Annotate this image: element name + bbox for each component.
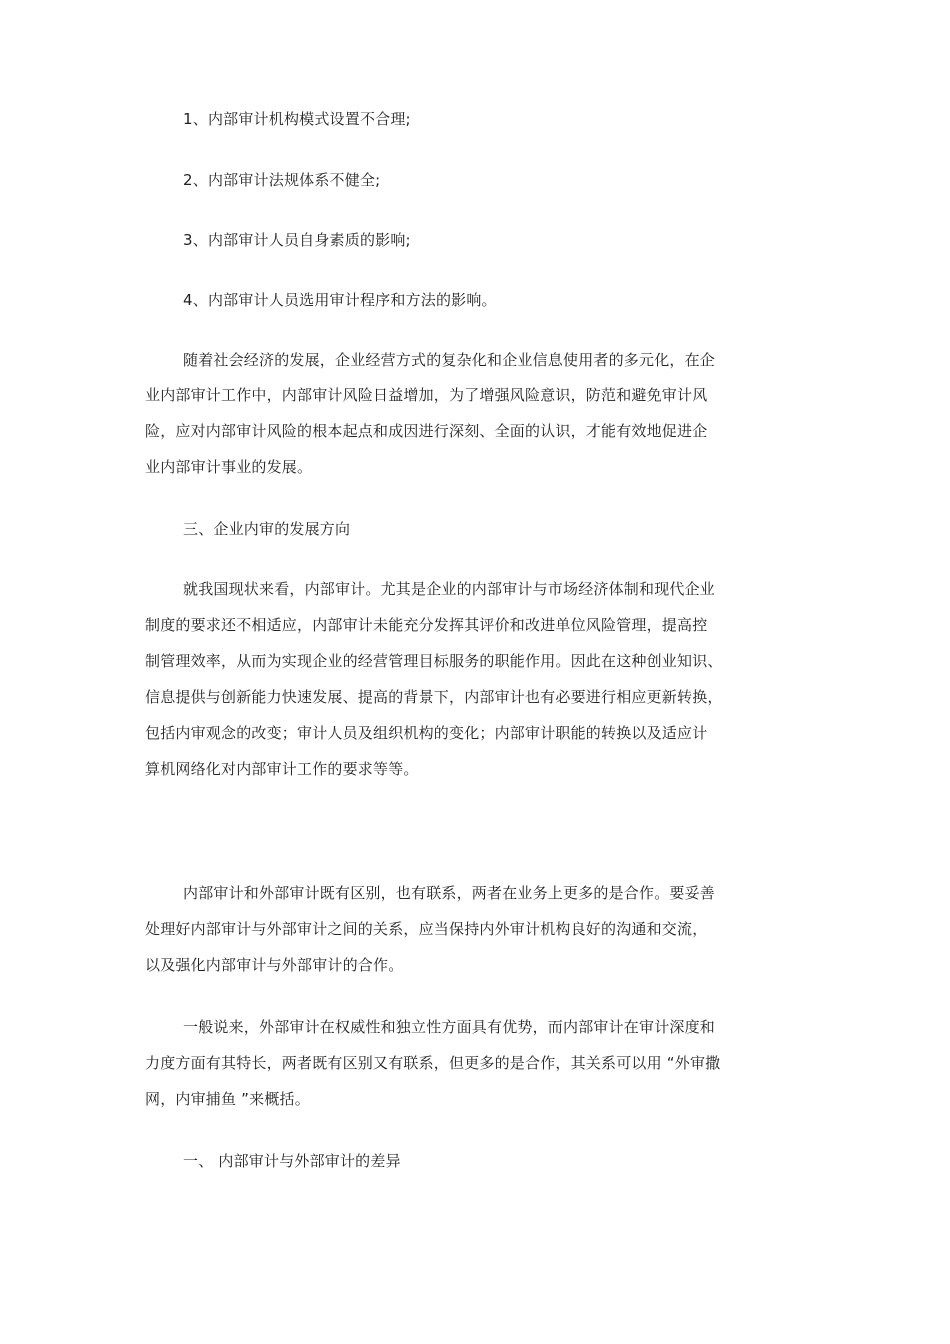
paragraph-3-line: 处理好内部审计与外部审计之间的关系，应当保持内外审计机构良好的沟通和交流， — [145, 920, 708, 938]
list-item-3: 3、内部审计人员自身素质的影响; — [183, 231, 411, 249]
paragraph-2-line: 包括内审观念的改变；审计人员及组织机构的变化；内部审计职能的转换以及适应计 — [145, 724, 708, 742]
paragraph-2-line: 就我国现状来看，内部审计。尤其是企业的内部审计与市场经济体制和现代企业 — [183, 580, 716, 598]
section-heading: 三、企业内审的发展方向 — [183, 520, 351, 538]
paragraph-2-line: 信息提供与创新能力快速发展、提高的背景下，内部审计也有必要进行相应更新转换， — [145, 688, 723, 706]
paragraph-2-line: 制度的要求还不相适应，内部审计未能充分发挥其评价和改进单位风险管理，提高控 — [145, 616, 708, 634]
paragraph-3-line: 内部审计和外部审计既有区别，也有联系，两者在业务上更多的是合作。要妥善 — [183, 884, 716, 902]
section-heading: 一、 内部审计与外部审计的差异 — [183, 1152, 401, 1170]
paragraph-2-line: 制管理效率，从而为实现企业的经营管理目标服务的职能作用。因此在这种创业知识、 — [145, 652, 723, 670]
paragraph-1-line: 险，应对内部审计风险的根本起点和成因进行深刻、全面的认识，才能有效地促进企 — [145, 422, 708, 440]
paragraph-1-line: 业内部审计工作中，内部审计风险日益增加，为了增强风险意识，防范和避免审计风 — [145, 386, 708, 404]
paragraph-1-line: 随着社会经济的发展，企业经营方式的复杂化和企业信息使用者的多元化，在企 — [183, 351, 716, 369]
paragraph-4-line: 网，内审捕鱼 ”来概括。 — [145, 1090, 310, 1108]
paragraph-4-line: 力度方面有其特长，两者既有区别又有联系，但更多的是合作，其关系可以用 “外审撒 — [145, 1054, 721, 1072]
list-item-2: 2、内部审计法规体系不健全; — [183, 171, 381, 189]
list-item-1: 1、内部审计机构模式设置不合理; — [183, 110, 411, 128]
paragraph-2-line: 算机网络化对内部审计工作的要求等等。 — [145, 760, 419, 778]
paragraph-3-line: 以及强化内部审计与外部审计的合作。 — [145, 956, 404, 974]
paragraph-4-line: 一般说来，外部审计在权威性和独立性方面具有优势，而内部审计在审计深度和 — [183, 1018, 716, 1036]
paragraph-1-line: 业内部审计事业的发展。 — [145, 458, 313, 476]
list-item-4: 4、内部审计人员选用审计程序和方法的影响。 — [183, 291, 497, 309]
